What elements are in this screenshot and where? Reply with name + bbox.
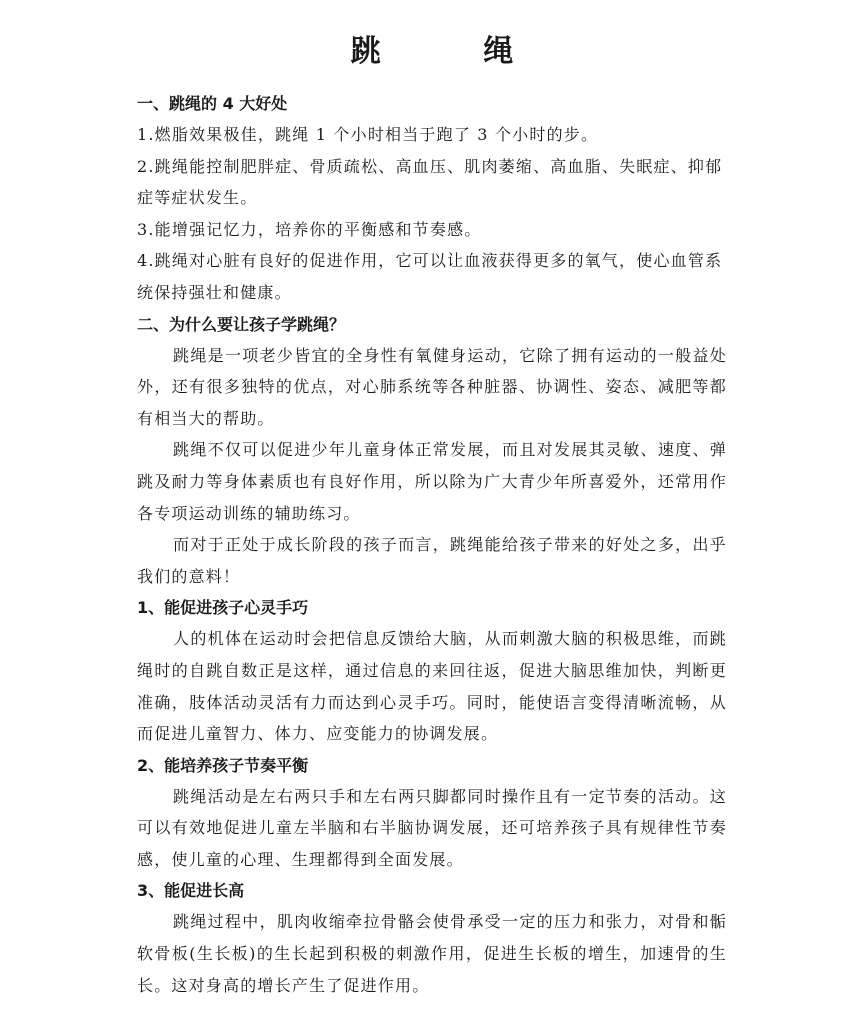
- body-paragraph: 跳绳过程中，肌肉收缩牵拉骨骼会使骨承受一定的压力和张力，对骨和骺软骨板(生长板)的生长起到积极的刺激作用，促进生长板的增生，加速骨的生长。这对身高的增长产生了促进作用。: [137, 912, 727, 995]
- point-heading-dexterity: 1、能促进孩子心灵手巧: [137, 598, 309, 618]
- point-heading-height: 3、能促进长高: [137, 881, 245, 901]
- benefit-item: 3.能增强记忆力，培养你的平衡感和节奏感。: [137, 219, 482, 239]
- body-paragraph: 跳绳是一项老少皆宜的全身性有氧健身运动，它除了拥有运动的一般益处外，还有很多独特的优点，对心肺系统等各种脏器、协调性、姿态、减肥等都有相当大的帮助。: [137, 345, 727, 428]
- point-heading-rhythm: 2、能培养孩子节奏平衡: [137, 755, 309, 775]
- section-heading-benefits: 一、跳绳的 4 大好处: [137, 94, 288, 113]
- benefit-item: 2.跳绳能控制肥胖症、骨质疏松、高血压、肌肉萎缩、高血脂、失眠症、抑郁症等症状发生。: [137, 156, 723, 208]
- body-paragraph: 人的机体在运动时会把信息反馈给大脑，从而刺激大脑的积极思维，而跳绳时的自跳自数正是这样，通过信息的来回往返，促进大脑思维加快，判断更准确，肢体活动灵活有力而达到心灵手巧。同时，能使语言变得清晰流畅，从而促进儿童智力、体力、应变能力的协调发展。: [137, 629, 727, 744]
- section-heading-why: 二、为什么要让孩子学跳绳？: [137, 314, 346, 334]
- document-page: [137, 30, 727, 1001]
- document-title: 跳 绳: [350, 34, 560, 69]
- body-paragraph: 跳绳活动是左右两只手和左右两只脚都同时操作且有一定节奏的活动。这可以有效地促进儿童左半脑和右半脑协调发展，还可培养孩子具有规律性节奏感，使儿童的心理、生理都得到全面发展。: [137, 786, 727, 869]
- body-paragraph: 跳绳不仅可以促进少年儿童身体正常发展，而且对发展其灵敏、速度、弹跳及耐力等身体素质也有良好作用，所以除为广大青少年所喜爱外，还常用作各专项运动训练的辅助练习。: [137, 440, 727, 523]
- body-paragraph: 而对于正处于成长阶段的孩子而言，跳绳能给孩子带来的好处之多，出乎我们的意料！: [137, 535, 727, 586]
- benefit-item: 4.跳绳对心脏有良好的促进作用，它可以让血液获得更多的氧气，使心血管系统保持强壮和健康。: [137, 251, 723, 302]
- benefit-item: 1.燃脂效果极佳，跳绳 1 个小时相当于跑了 3 个小时的步。: [137, 125, 599, 144]
